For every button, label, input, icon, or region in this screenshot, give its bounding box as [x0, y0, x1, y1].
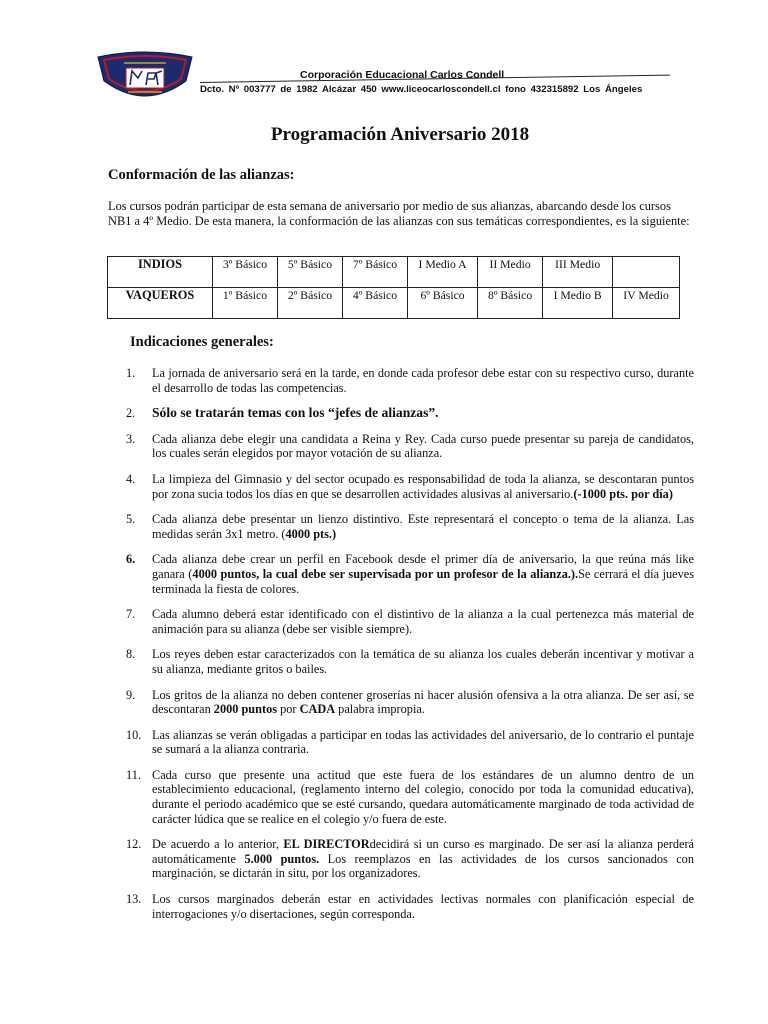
item-text: La jornada de aniversario será en la tarde, en donde cada profesor debe estar con su respectivo curso, durante el desarrollo de todas las competencias. — [152, 366, 694, 395]
item-bold-text: 2000 puntos — [213, 702, 278, 717]
table-row — [108, 288, 680, 319]
item-text: palabra impropia. — [335, 702, 425, 717]
list-item — [126, 512, 694, 541]
item-text: Cada alianza debe elegir una candidata a Reina y Rey. Cada curso puede presentar su pareja de candidatos, los cuales serán elegidos por mayor votación de su alianza. — [152, 431, 694, 461]
item-number: 6. — [126, 552, 136, 567]
alliance-name: INDIOS — [108, 257, 213, 288]
item-number: 12. — [126, 837, 142, 852]
table-row — [108, 257, 680, 288]
section-heading-alliances: Conformación de las alianzas: — [108, 167, 295, 183]
item-text: Sólo se tratarán temas con los “jefes de alianzas”. — [152, 405, 439, 421]
item-text: por — [277, 702, 300, 717]
corporation-name: Corporación Educacional Carlos Condell — [300, 69, 505, 81]
alliances-table — [107, 256, 680, 319]
table-cell: II Medio — [478, 257, 543, 288]
alliance-name: VAQUEROS — [108, 288, 213, 319]
page-title: Programación Aniversario 2018 — [270, 124, 530, 145]
item-bold-text: 4000 puntos, la cual debe ser supervisada por un profesor de la alianza.). — [192, 566, 579, 581]
item-text: Cada alumno deberá estar identificado con el distintivo de la alianza a la cual pertenezca más material de animación para su alianza (debe ser visible siempre). — [152, 607, 694, 636]
item-bold-text: CADA — [299, 702, 336, 717]
item-text: Se cerrará el día jueves terminada la fiesta de colores. — [152, 566, 695, 596]
item-bold-text: 5.000 puntos. — [244, 851, 320, 866]
school-crest-logo — [96, 51, 194, 103]
table-cell: I Medio A — [408, 257, 478, 288]
list-item — [126, 728, 694, 757]
list-item — [126, 837, 694, 881]
item-text: Los cursos marginados deberán estar en actividades lectivas normales con planificación especial de interrogaciones y/o disertaciones, según corresponda. — [152, 892, 694, 921]
item-text: Cada curso que presente una actitud que este fuera de los estándares de un alumno dentro de un establecimiento educacional, (reglamento interno del colegio, conocido por toda la comunidad educativa), durante el periodo académico que se esté cursando, quedara automáticamente marginado de toda actividad de carácter lúdica que se realice en el colegio y/o fuera de este. — [152, 767, 694, 826]
header-address: Dcto. Nº 003777 de 1982 Alcázar 450 www.liceocarloscondell.cl fono 432315892 Los Ángeles — [200, 84, 643, 95]
list-item — [126, 406, 694, 421]
list-item — [126, 432, 694, 461]
list-item — [126, 647, 694, 676]
item-text: decidirá si un curso es marginado. De ser así la alianza perderá automáticamente — [152, 837, 694, 866]
table-cell: 6º Básico — [408, 288, 478, 319]
item-number: 13. — [126, 892, 142, 907]
item-text: De acuerdo a lo anterior, — [152, 837, 284, 852]
item-text: Las alianzas se verán obligadas a participar en todas las actividades del aniversario, de lo contrario el puntaje se sumará a la alianza contraria. — [152, 727, 694, 757]
item-text: La limpieza del Gimnasio y del sector ocupado es responsabilidad de toda la alianza, se descontaran puntos por zona sucia todos los días en que se desarrollen actividades alusivas al aniversario. — [152, 471, 694, 501]
list-item — [126, 366, 694, 395]
item-text: Cada alianza debe presentar un lienzo distintivo. Este representará el concepto o tema de la alianza. Las medidas serán 3x1 metro. ( — [152, 512, 694, 541]
table-cell: 7º Básico — [343, 257, 408, 288]
table-cell: 8º Básico — [478, 288, 543, 319]
item-number: 1. — [126, 366, 136, 380]
table-cell: III Medio — [543, 257, 613, 288]
table-cell — [613, 257, 680, 288]
item-number: 7. — [126, 607, 136, 622]
table-cell: 1º Básico — [213, 288, 278, 319]
list-item — [126, 892, 694, 921]
item-number: 3. — [126, 431, 136, 446]
item-text: Los gritos de la alianza no deben contener groserías ni hacer alusión ofensiva a la otra alianza. De ser así, se descontaran — [152, 687, 694, 717]
list-item — [126, 688, 694, 717]
item-number: 4. — [126, 471, 136, 486]
item-number: 2. — [126, 406, 136, 421]
list-item — [126, 472, 694, 501]
item-text: Los reemplazos en las actividades de los cursos sancionados con marginación, se dictarán in situ, por los organizadores. — [152, 851, 694, 881]
item-text: Los reyes deben estar caracterizados con la temática de su alianza los cuales deberán incentivar y motivar a su alianza, mediante gritos o bailes. — [152, 647, 694, 676]
item-number: 9. — [126, 687, 136, 702]
list-item — [126, 607, 694, 636]
item-bold-text: EL DIRECTOR — [283, 837, 370, 852]
table-cell: 3º Básico — [213, 257, 278, 288]
item-bold-text: 4000 pts.) — [285, 526, 337, 541]
item-number: 8. — [126, 647, 136, 662]
indications-list — [126, 366, 694, 921]
item-number: 10. — [126, 727, 142, 742]
table-cell: 5º Básico — [278, 257, 343, 288]
section-heading-indications: Indicaciones generales: — [130, 334, 274, 350]
intro-paragraph: Los cursos podrán participar de esta semana de aniversario por medio de sus alianzas, abarcando desde los cursos NB1 a 4º Medio. De esta manera, la conformación de las alianzas con sus temáticas correspondientes, es la siguiente: — [108, 199, 690, 228]
table-cell: IV Medio — [613, 288, 680, 319]
item-number: 11. — [126, 767, 141, 782]
table-cell: 2º Básico — [278, 288, 343, 319]
list-item — [126, 768, 694, 826]
item-bold-text: (-1000 pts. por día) — [573, 486, 673, 501]
item-text: Cada alianza debe crear un perfil en Facebook desde el primer día de aniversario, la que reúna más like ganara ( — [152, 552, 694, 581]
table-cell: 4º Básico — [343, 288, 408, 319]
item-number: 5. — [126, 512, 136, 527]
list-item — [126, 552, 694, 596]
table-cell: I Medio B — [543, 288, 613, 319]
